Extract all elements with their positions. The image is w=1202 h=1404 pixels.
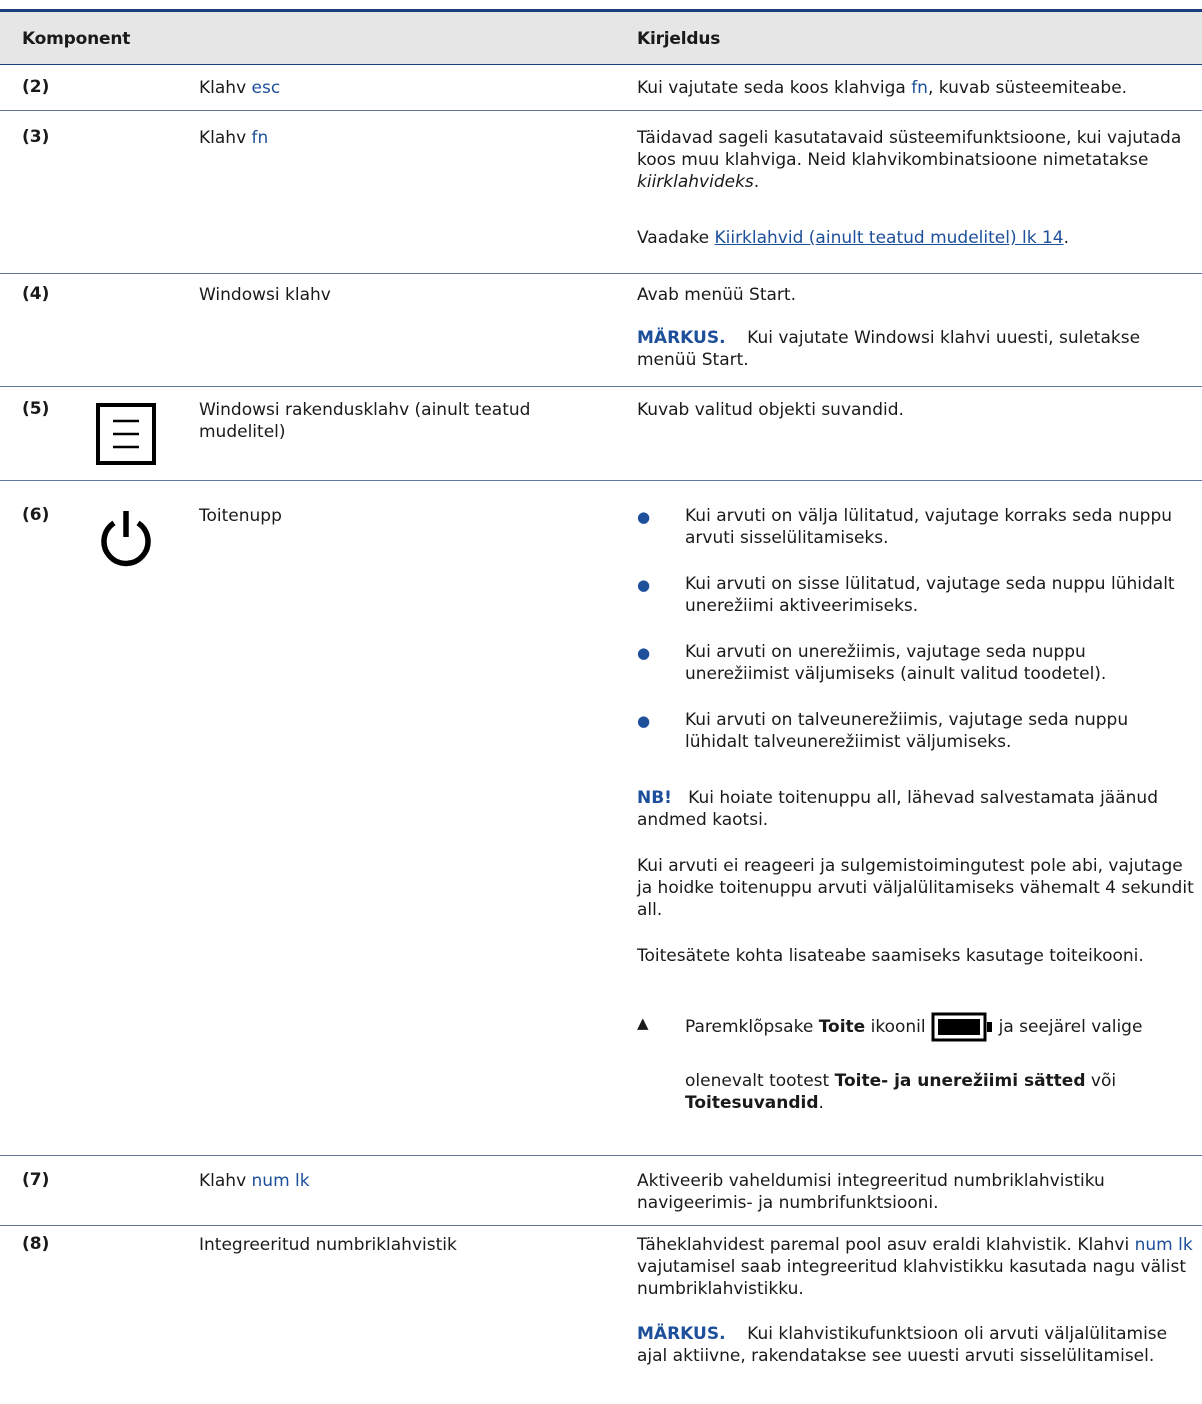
header-komponent: Komponent (22, 29, 131, 49)
table-row (0, 1156, 1202, 1226)
component-name: Windowsi klahv (199, 285, 331, 305)
component-name: Windowsi rakendusklahv (ainult teatud mudelitel) (199, 400, 531, 442)
header-kirjeldus: Kirjeldus (637, 29, 721, 49)
bullet-text: Kui arvuti on unerežiimis, vajutage seda nuppu unerežiimist väljumiseks (ainult valitud toodetel). (685, 642, 1107, 684)
cross-reference: Vaadake Kiirklahvid (ainult teatud mudelitel) lk 14. (637, 228, 1070, 248)
key-num-lk: num lk (1134, 1235, 1193, 1255)
component-name: Klahv num lk (199, 1171, 310, 1191)
paragraph: Toitesätete kohta lisateabe saamiseks kasutage toiteikooni. (637, 946, 1144, 966)
table-row (0, 65, 1202, 111)
component-name: Klahv esc (199, 78, 281, 98)
row-number: (8) (22, 1234, 50, 1254)
note: MÄRKUS. Kui klahvistikufunktsioon oli arvuti väljalülitamise ajal aktiivne, rakendatakse see uuesti arvuti sisselülitamisel. (637, 1324, 1168, 1366)
description: Kuvab valitud objekti suvandid. (637, 400, 904, 420)
component-name: Klahv fn (199, 128, 269, 148)
step-text: Paremklõpsake Toite ikoonil ja seejärel valige (685, 1012, 1200, 1042)
key-fn: fn (911, 78, 928, 98)
key-fn: fn (251, 128, 269, 148)
bullet-text: Kui arvuti on välja lülitatud, vajutage korraks seda nuppu arvuti sisselülitamiseks. (685, 506, 1173, 548)
battery-icon (931, 1012, 993, 1042)
table-row (0, 1226, 1202, 1396)
description: Avab menüü Start. (637, 285, 796, 305)
table-row (0, 274, 1202, 387)
component-name: Integreeritud numbriklahvistik (199, 1235, 457, 1255)
step-text-continued: olenevalt tootest Toite- ja unerežiimi sätted või Toitesuvandid. (685, 1071, 1117, 1113)
important-note: NB! Kui hoiate toitenuppu all, lähevad salvestamata jäänud andmed kaotsi. (637, 788, 1158, 830)
bullet-text: Kui arvuti on talveunerežiimis, vajutage seda nuppu lühidalt talveunerežiimist väljumiseks. (685, 710, 1129, 752)
bullet: ● (637, 508, 651, 526)
row-number: (2) (22, 77, 50, 97)
bullet-text: Kui arvuti on sisse lülitatud, vajutage seda nuppu lühidalt unerežiimi aktiveerimiseks. (685, 574, 1175, 616)
application-key-icon (96, 403, 156, 465)
row-number: (5) (22, 399, 50, 419)
description: Aktiveerib vaheldumisi integreeritud numbriklahvistiku navigeerimis- ja numbrifunktsiooni. (637, 1171, 1105, 1213)
hotkeys-link[interactable]: Kiirklahvid (ainult teatud mudelitel) lk 14 (714, 228, 1064, 248)
note-label: MÄRKUS. (637, 1324, 726, 1344)
note: MÄRKUS. Kui vajutate Windowsi klahvi uuesti, suletakse menüü Start. (637, 328, 1141, 370)
bullet: ● (637, 576, 651, 594)
step-marker: ▲ (637, 1014, 649, 1032)
description: Täidavad sageli kasutatavaid süsteemifunktsioone, kui vajutada koos muu klahviga. Neid klahvikombinatsioone nimetatakse kiirklahvideks. (637, 128, 1182, 192)
bullet: ● (637, 712, 651, 730)
table-row (0, 481, 1202, 1156)
description: Täheklahvidest paremal pool asuv eraldi klahvistik. Klahvi num lk vajutamisel saab integreeritud klahvistikku kasutada nagu välist numbriklahvistikku. (637, 1235, 1193, 1299)
row-number: (7) (22, 1170, 50, 1190)
key-num-lk: num lk (251, 1171, 310, 1191)
nb-label: NB! (637, 788, 672, 808)
table-header (0, 12, 1202, 65)
row-number: (3) (22, 127, 50, 147)
power-icon (94, 507, 158, 571)
description: Kui vajutate seda koos klahviga fn, kuvab süsteemiteabe. (637, 78, 1128, 98)
bullet: ● (637, 644, 651, 662)
paragraph: Kui arvuti ei reageeri ja sulgemistoimingutest pole abi, vajutage ja hoidke toitenuppu arvuti väljalülitamiseks vähemalt 4 sekundit all. (637, 856, 1194, 920)
note-label: MÄRKUS. (637, 328, 726, 348)
table-row (0, 387, 1202, 481)
component-name: Toitenupp (199, 506, 282, 526)
table-row (0, 111, 1202, 274)
row-number: (6) (22, 505, 50, 525)
key-esc: esc (251, 78, 281, 98)
row-number: (4) (22, 284, 50, 304)
